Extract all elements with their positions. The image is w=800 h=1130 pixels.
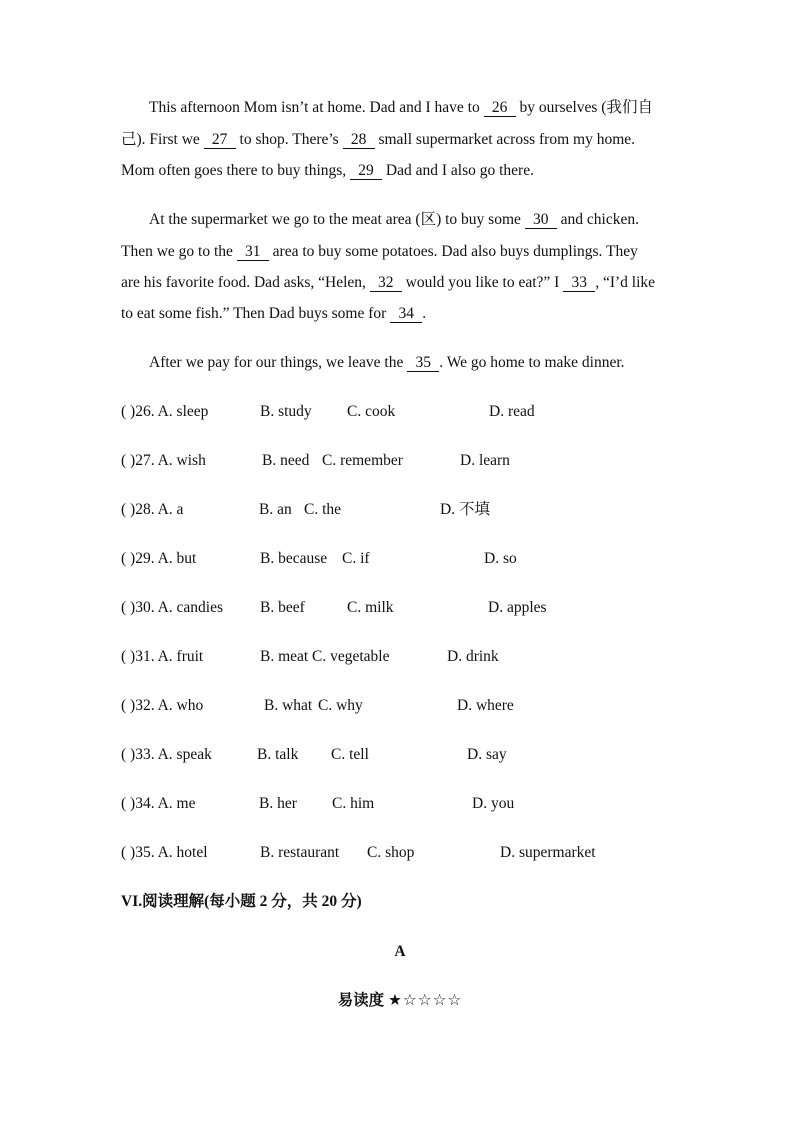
question-option-d: D. 不填 <box>440 501 490 518</box>
blank-33: 33 <box>563 274 595 292</box>
question-option-b: B. beef <box>260 599 305 616</box>
blank-28: 28 <box>343 131 375 149</box>
question-option-c: C. if <box>342 550 370 567</box>
question-option-b: B. meat <box>260 648 309 665</box>
question-option-c: C. him <box>332 795 375 812</box>
question-option-b: B. an <box>259 501 292 518</box>
question-option-a: ( )28. A. a <box>121 501 184 518</box>
blank-27: 27 <box>204 131 236 149</box>
question-option-d: D. apples <box>488 599 547 616</box>
blank-30: 30 <box>525 211 557 229</box>
blank-29: 29 <box>350 162 382 180</box>
question-option-a: ( )29. A. but <box>121 550 197 567</box>
blank-34: 34 <box>390 305 422 323</box>
question-option-c: C. shop <box>367 844 415 861</box>
question-option-c: C. why <box>318 697 363 714</box>
section-heading: VI.阅读理解(每小题 2 分，共 20 分) <box>121 893 362 910</box>
question-option-b: B. need <box>262 452 310 469</box>
passage-line: Mom often goes there to buy things, 29 Dad and I also go there. <box>121 162 534 179</box>
question-option-b: B. what <box>264 697 313 714</box>
passage-line: This afternoon Mom isn’t at home. Dad and I have to 26 by ourselves (我们自 <box>149 99 653 116</box>
question-option-d: D. drink <box>447 648 499 665</box>
question-option-c: C. tell <box>331 746 369 763</box>
blank-26: 26 <box>484 99 516 117</box>
difficulty-rating <box>0 991 800 1011</box>
passage-line: After we pay for our things, we leave the 35 . We go home to make dinner. <box>149 354 625 371</box>
blank-31: 31 <box>237 243 269 261</box>
question-option-a: ( )34. A. me <box>121 795 196 812</box>
question-option-b: B. her <box>259 795 297 812</box>
question-option-d: D. learn <box>460 452 510 469</box>
question-option-d: D. where <box>457 697 514 714</box>
question-option-b: B. restaurant <box>260 844 340 861</box>
question-option-a: ( )31. A. fruit <box>121 648 204 665</box>
question-option-c: C. cook <box>347 403 396 420</box>
question-option-a: ( )35. A. hotel <box>121 844 208 861</box>
question-option-b: B. because <box>260 550 328 567</box>
difficulty-label: 易读度 <box>337 992 388 1009</box>
question-option-c: C. remember <box>322 452 403 469</box>
question-option-b: B. study <box>260 403 312 420</box>
question-option-c: C. milk <box>347 599 394 616</box>
question-option-d: D. say <box>467 746 507 763</box>
blank-32: 32 <box>370 274 402 292</box>
star-rating-icon: ★☆☆☆☆ <box>387 992 463 1009</box>
question-option-a: ( )33. A. speak <box>121 746 212 763</box>
question-option-a: ( )26. A. sleep <box>121 403 209 420</box>
passage-line: 己). First we 27 to shop. There’s 28 small supermarket across from my home. <box>121 131 636 148</box>
question-option-c: C. vegetable <box>312 648 390 665</box>
question-option-a: ( )27. A. wish <box>121 452 206 469</box>
question-option-a: ( )30. A. candies <box>121 599 224 616</box>
passage-line: At the supermarket we go to the meat area (区) to buy some 30 and chicken. <box>149 211 639 228</box>
question-option-b: B. talk <box>257 746 299 763</box>
question-option-d: D. you <box>472 795 515 812</box>
part-title: A <box>394 943 406 960</box>
blank-35: 35 <box>407 354 439 372</box>
question-option-d: D. read <box>489 403 535 420</box>
passage-line: are his favorite food. Dad asks, “Helen, 32 would you like to eat?” I 33 , “I’d like <box>121 274 656 291</box>
passage-line: to eat some fish.” Then Dad buys some for 34 . <box>121 305 427 322</box>
passage-line: Then we go to the 31 area to buy some potatoes. Dad also buys dumplings. They <box>121 243 638 260</box>
question-option-d: D. supermarket <box>500 844 596 861</box>
question-option-c: C. the <box>304 501 342 518</box>
question-option-d: D. so <box>484 550 517 567</box>
question-option-a: ( )32. A. who <box>121 697 204 714</box>
